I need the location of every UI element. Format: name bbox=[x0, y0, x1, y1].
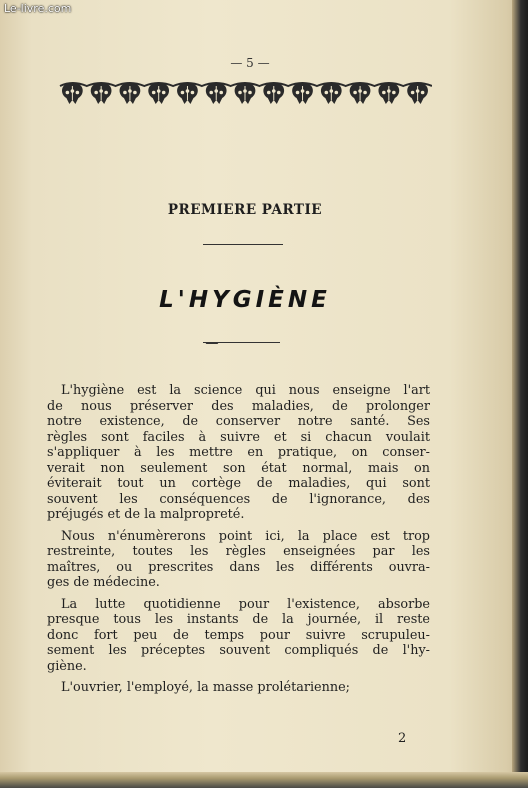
text-line: donc fort peu de temps pour suivre scrupuleu- bbox=[47, 627, 430, 643]
vine-leaf-motif bbox=[91, 83, 112, 104]
vine-leaf-motif bbox=[350, 83, 371, 104]
page-right-edge-shadow bbox=[512, 0, 528, 788]
watermark: Le-livre.com bbox=[4, 2, 72, 15]
vine-leaf-motif bbox=[407, 83, 428, 104]
vine-leaf-motif bbox=[206, 83, 227, 104]
vine-leaf-motif bbox=[263, 83, 284, 104]
vine-leaf-motif bbox=[120, 83, 141, 104]
text-line: règles sont faciles à suivre et si chacun voulait bbox=[47, 429, 430, 445]
vine-leaf-motif bbox=[177, 83, 198, 104]
text-line: notre existence, de conserver notre santé. Ses bbox=[47, 414, 430, 429]
vine-leaf-motif bbox=[62, 83, 83, 104]
paragraph bbox=[47, 529, 430, 591]
paragraph bbox=[47, 680, 430, 696]
body-text bbox=[47, 383, 430, 696]
part-title: PREMIERE PARTIE bbox=[167, 202, 323, 218]
vine-leaf-motif bbox=[292, 83, 313, 104]
vine-leaf-motif bbox=[378, 83, 399, 104]
text-line: La lutte quotidienne pour l'existence, absorbe bbox=[61, 596, 430, 612]
text-line: de nous préserver des maladies, de prolonger bbox=[47, 398, 430, 414]
text-line: restreinte, toutes les règles enseignées par les bbox=[47, 544, 430, 559]
text-line: verait non seulement son état normal, mais on bbox=[47, 460, 430, 476]
text-line: souvent les conséquences de l'ignorance, des bbox=[47, 491, 430, 507]
divider-rule bbox=[203, 244, 283, 245]
paragraph bbox=[47, 597, 430, 675]
text-line: préjugés et de la malpropreté. bbox=[47, 507, 245, 522]
page-number: — 5 — bbox=[230, 56, 270, 70]
text-line: L'hygiène est la science qui nous enseigne l'art bbox=[61, 383, 430, 398]
text-line: presque tous les instants de la journée, il reste bbox=[47, 612, 430, 627]
vine-leaf-motif bbox=[148, 83, 169, 104]
paragraph bbox=[47, 383, 430, 523]
chapter-title: L'HYGIÈNE bbox=[159, 287, 331, 313]
vine-leaf-motif bbox=[321, 83, 342, 104]
text-line: L'ouvrier, l'employé, la masse prolétarienne; bbox=[61, 680, 350, 695]
text-line: Nous n'énumèrerons point ici, la place est trop bbox=[61, 528, 430, 544]
text-line: maîtres, ou prescrites dans les différents ouvra- bbox=[47, 559, 430, 575]
text-line: sement les préceptes souvent compliqués de l'hy- bbox=[47, 643, 430, 658]
signature-mark: 2 bbox=[398, 731, 407, 746]
text-line: ges de médecine. bbox=[47, 575, 160, 590]
text-line: s'appliquer à les mettre en pratique, on conser- bbox=[47, 445, 430, 460]
grapevine-leaf-frieze-icon bbox=[58, 78, 432, 108]
vine-leaf-motif bbox=[235, 83, 256, 104]
text-line: éviterait tout un cortège de maladies, qui sont bbox=[47, 476, 430, 491]
text-line: giène. bbox=[47, 658, 87, 674]
page-bottom-edge-shadow bbox=[0, 772, 528, 788]
